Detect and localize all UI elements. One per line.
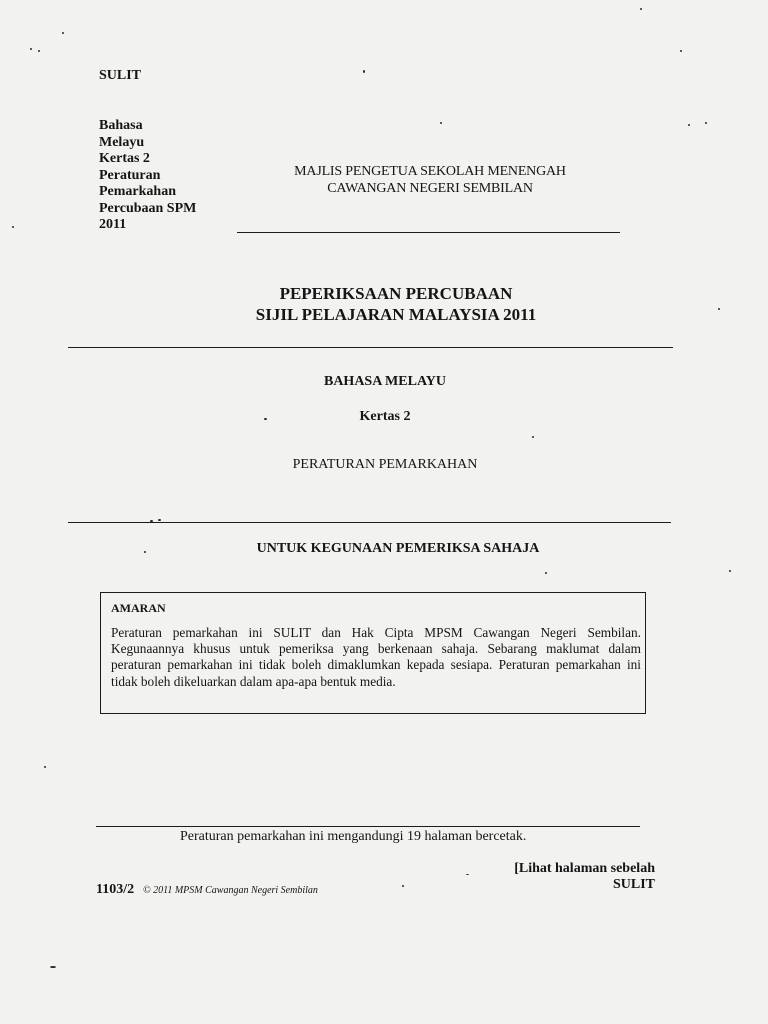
council-underline bbox=[237, 232, 620, 233]
paper-info-line: Percubaan SPM bbox=[99, 200, 197, 216]
scan-speck bbox=[402, 885, 404, 887]
council-name bbox=[238, 163, 622, 197]
scan-speck bbox=[50, 966, 56, 968]
scan-speck bbox=[363, 70, 365, 73]
scan-speck bbox=[718, 308, 720, 310]
paper-info-line: Pemarkahan bbox=[99, 184, 176, 199]
scan-speck bbox=[30, 48, 32, 50]
paper-info-line: Melayu bbox=[99, 134, 145, 150]
classification-label: SULIT bbox=[99, 68, 142, 83]
scan-speck bbox=[62, 32, 64, 34]
warning-box bbox=[100, 592, 646, 714]
exam-title-line-1: PEPERIKSAAN PERCUBAAN bbox=[279, 284, 513, 303]
scan-speck bbox=[688, 124, 690, 126]
scan-speck bbox=[150, 520, 153, 522]
scan-speck bbox=[158, 519, 161, 521]
scan-speck bbox=[545, 572, 547, 574]
scan-speck bbox=[532, 436, 534, 438]
subject-divider bbox=[68, 522, 671, 523]
paper-info-line: Bahasa bbox=[99, 118, 143, 133]
footer-classification: SULIT bbox=[612, 877, 655, 892]
warning-title: AMARAN bbox=[111, 601, 166, 615]
examiner-only-note: UNTUK KEGUNAAN PEMERIKSA SAHAJA bbox=[256, 541, 540, 556]
scan-speck bbox=[12, 226, 14, 228]
paper-info-block bbox=[99, 118, 196, 234]
warning-text: Peraturan pemarkahan ini SULIT dan Hak Cipta MPSM Cawangan Negeri Sembilan. Kegunaannya khusus untuk pemeriksa yang berkenaan sahaja. Sebarang maklumat dalam peraturan pemarkahan ini tidak boleh dimaklumkan kepada sesiapa. Peraturan pemarkahan ini tidak boleh dikeluarkan dalam apa-apa bentuk media. bbox=[111, 625, 641, 689]
paper-info-line: Peraturan bbox=[99, 167, 161, 183]
council-line-2: CAWANGAN NEGERI SEMBILAN bbox=[327, 181, 533, 196]
page-count-note: Peraturan pemarkahan ini mengandungi 19 halaman bercetak. bbox=[180, 829, 527, 844]
paper-info-line: Kertas 2 bbox=[99, 151, 150, 166]
scan-speck bbox=[680, 50, 682, 52]
marking-scheme-label: PERATURAN PEMARKAHAN bbox=[292, 457, 478, 472]
exam-title bbox=[200, 283, 592, 325]
scan-speck bbox=[440, 122, 442, 124]
copyright-note: © 2011 MPSM Cawangan Negeri Sembilan bbox=[143, 885, 318, 896]
paper-number: Kertas 2 bbox=[359, 409, 411, 424]
council-line-1: MAJLIS PENGETUA SEKOLAH MENENGAH bbox=[294, 164, 566, 179]
scan-speck bbox=[640, 8, 642, 10]
subject-name: BAHASA MELAYU bbox=[323, 374, 446, 389]
scan-speck bbox=[466, 874, 469, 875]
scan-speck bbox=[705, 122, 707, 124]
paper-info-line: 2011 bbox=[99, 217, 127, 232]
scan-speck bbox=[729, 570, 731, 572]
exam-title-line-2: SIJIL PELAJARAN MALAYSIA 2011 bbox=[255, 305, 537, 324]
scan-speck bbox=[264, 418, 267, 420]
title-divider bbox=[68, 347, 673, 348]
scan-speck bbox=[44, 766, 46, 768]
scan-speck bbox=[38, 50, 40, 52]
next-page-note: [Lihat halaman sebelah bbox=[514, 861, 655, 876]
footer-divider bbox=[96, 826, 640, 827]
scan-speck bbox=[144, 551, 146, 553]
paper-code: 1103/2 bbox=[96, 882, 135, 897]
